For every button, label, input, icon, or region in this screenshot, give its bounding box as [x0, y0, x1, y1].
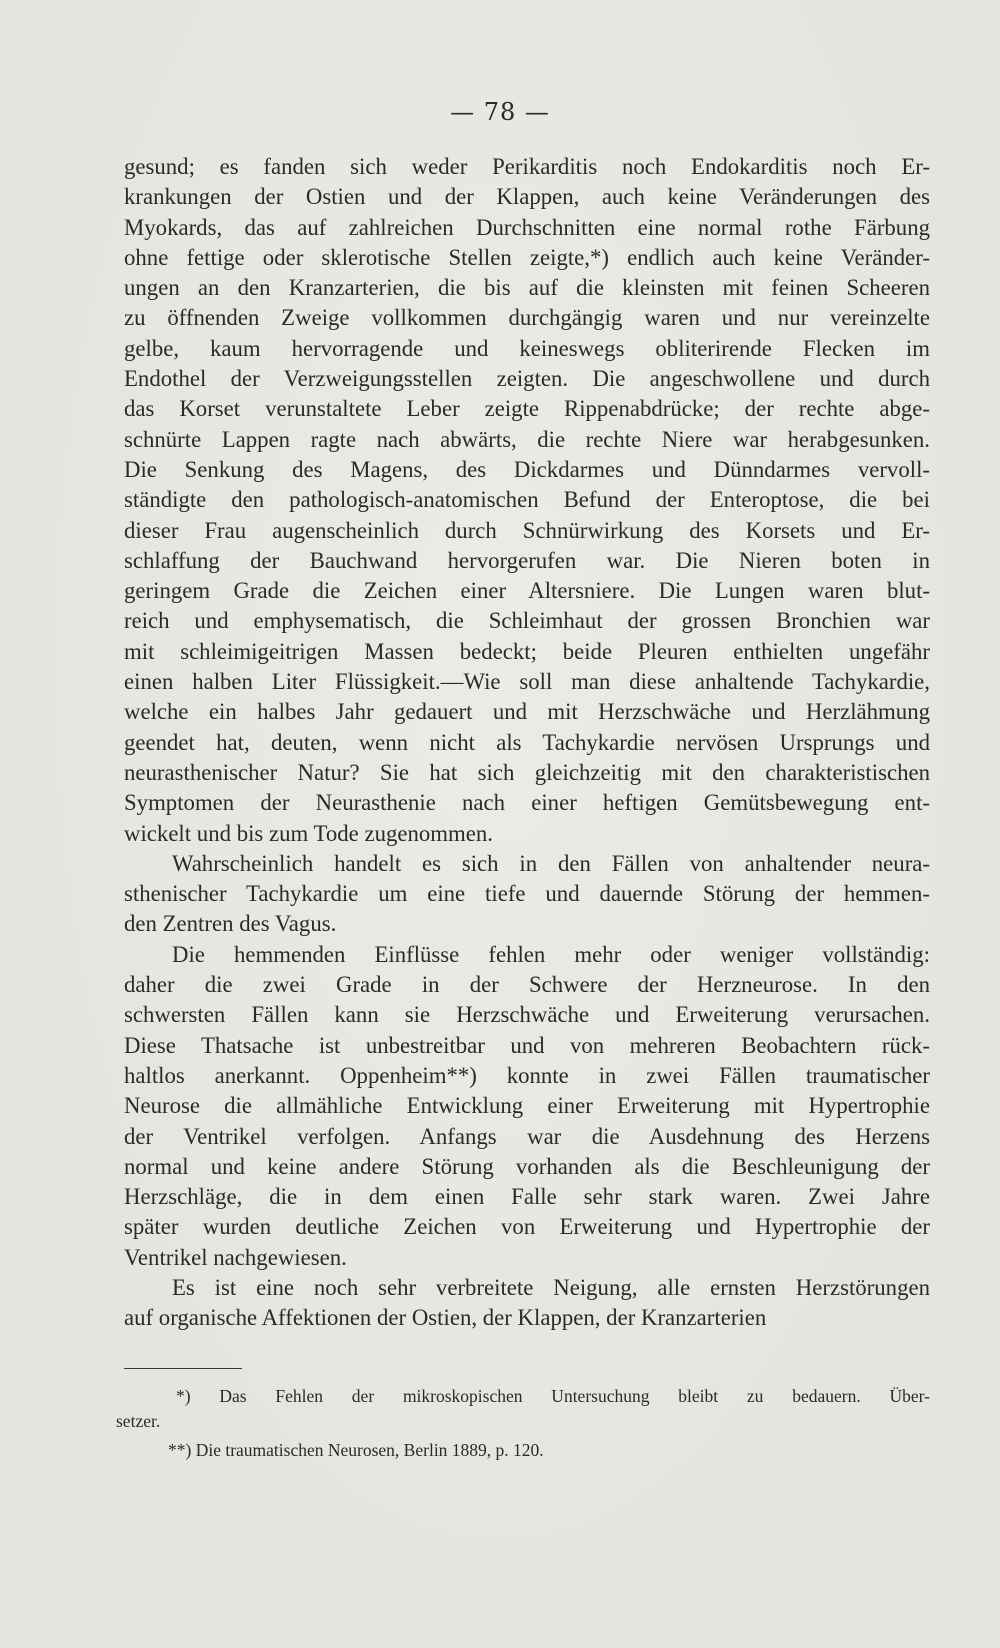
- text-line: wickelt und bis zum Tode zugenommen.: [124, 820, 493, 846]
- text-line: das Korset verunstaltete Leber zeigte Rippenabdrücke; der rechte abge-: [124, 396, 930, 422]
- text-line: Die hemmenden Einflüsse fehlen mehr oder weniger vollständig:: [172, 941, 930, 967]
- footnotes: [116, 1384, 930, 1467]
- text-line: ständigte den pathologisch-anatomischen Befund der Enteroptose, die bei: [124, 487, 930, 513]
- text-line: neurasthenischer Natur? Sie hat sich gleichzeitig mit den charakteristischen: [124, 759, 930, 785]
- text-line: Es ist eine noch sehr verbreitete Neigung, alle ernsten Herzstörungen: [172, 1274, 930, 1300]
- footnote-line: **) Die traumatischen Neurosen, Berlin 1889, p. 120.: [168, 1440, 544, 1460]
- text-line: reich und emphysematisch, die Schleimhaut der grossen Bronchien war: [124, 608, 930, 634]
- footnote-divider: [124, 1368, 242, 1369]
- text-line: Endothel der Verzweigungsstellen zeigten. Die angeschwollene und durch: [124, 366, 930, 392]
- text-line: daher die zwei Grade in der Schwere der Herzneurose. In den: [124, 972, 930, 998]
- text-line: zu öffnenden Zweige vollkommen durchgängig waren und nur vereinzelte: [124, 305, 930, 331]
- paragraph: [124, 152, 930, 849]
- text-line: Myokards, das auf zahlreichen Durchschnitten eine normal rothe Färbung: [124, 214, 930, 240]
- text-line: schwersten Fällen kann sie Herzschwäche und Erweiterung verursachen.: [124, 1002, 930, 1028]
- text-line: haltlos anerkannt. Oppenheim**) konnte in zwei Fällen traumatischer: [124, 1062, 930, 1088]
- footnote-line: setzer.: [116, 1411, 161, 1431]
- text-line: dieser Frau augenscheinlich durch Schnürwirkung des Korsets und Er-: [124, 517, 930, 543]
- text-line: welche ein halbes Jahr gedauert und mit Herzschwäche und Herzlähmung: [124, 699, 930, 725]
- text-line: einen halben Liter Flüssigkeit.—Wie soll man diese anhaltende Tachykardie,: [124, 669, 930, 695]
- text-line: Symptomen der Neurasthenie nach einer heftigen Gemütsbewegung ent-: [124, 790, 930, 816]
- footnote: [116, 1384, 930, 1434]
- paragraph: [124, 849, 930, 940]
- text-line: normal und keine andere Störung vorhanden als die Beschleunigung der: [124, 1153, 930, 1179]
- text-line: den Zentren des Vagus.: [124, 911, 337, 937]
- text-line: geendet hat, deuten, wenn nicht als Tachykardie nervösen Ursprungs und: [124, 729, 930, 755]
- text-line: auf organische Affektionen der Ostien, der Klappen, der Kranzarterien: [124, 1305, 767, 1331]
- page-number: — 78 —: [450, 98, 550, 126]
- text-line: Wahrscheinlich handelt es sich in den Fällen von anhaltender neura-: [172, 850, 930, 876]
- text-line: der Ventrikel verfolgen. Anfangs war die Ausdehnung des Herzens: [124, 1123, 930, 1149]
- text-line: ohne fettige oder sklerotische Stellen zeigte,*) endlich auch keine Veränder-: [124, 244, 930, 270]
- text-line: geringem Grade die Zeichen einer Altersniere. Die Lungen waren blut-: [124, 578, 930, 604]
- text-line: schlaffung der Bauchwand hervorgerufen war. Die Nieren boten in: [124, 547, 930, 573]
- paragraph: [124, 1273, 930, 1334]
- text-line: mit schleimigeitrigen Massen bedeckt; beide Pleuren enthielten ungefähr: [124, 638, 930, 664]
- text-line: gelbe, kaum hervorragende und keineswegs obliterirende Flecken im: [124, 335, 930, 361]
- text-line: gesund; es fanden sich weder Perikarditis noch Endokarditis noch Er-: [124, 154, 930, 179]
- text-line: krankungen der Ostien und der Klappen, auch keine Veränderungen des: [124, 184, 930, 210]
- text-line: später wurden deutliche Zeichen von Erweiterung und Hypertrophie der: [124, 1214, 930, 1240]
- text-line: Neurose die allmähliche Entwicklung einer Erweiterung mit Hypertrophie: [124, 1093, 930, 1119]
- text-line: Die Senkung des Magens, des Dickdarmes und Dünndarmes vervoll-: [124, 456, 930, 482]
- text-line: Herzschläge, die in dem einen Falle sehr stark waren. Zwei Jahre: [124, 1184, 930, 1210]
- paragraph: [124, 940, 930, 1273]
- text-line: Diese Thatsache ist unbestreitbar und von mehreren Beobachtern rück-: [124, 1032, 930, 1058]
- text-line: sthenischer Tachykardie um eine tiefe und dauernde Störung der hemmen-: [124, 881, 930, 907]
- text-line: Ventrikel nachgewiesen.: [124, 1244, 347, 1270]
- text-line: ungen an den Kranzarterien, die bis auf die kleinsten mit feinen Scheeren: [124, 275, 930, 301]
- footnote: [116, 1438, 930, 1463]
- footnote-line: *) Das Fehlen der mikroskopischen Untersuchung bleibt zu bedauern. Über-: [176, 1386, 930, 1406]
- text-line: schnürte Lappen ragte nach abwärts, die rechte Niere war herabgesunken.: [124, 426, 930, 452]
- body-text: [124, 152, 930, 1334]
